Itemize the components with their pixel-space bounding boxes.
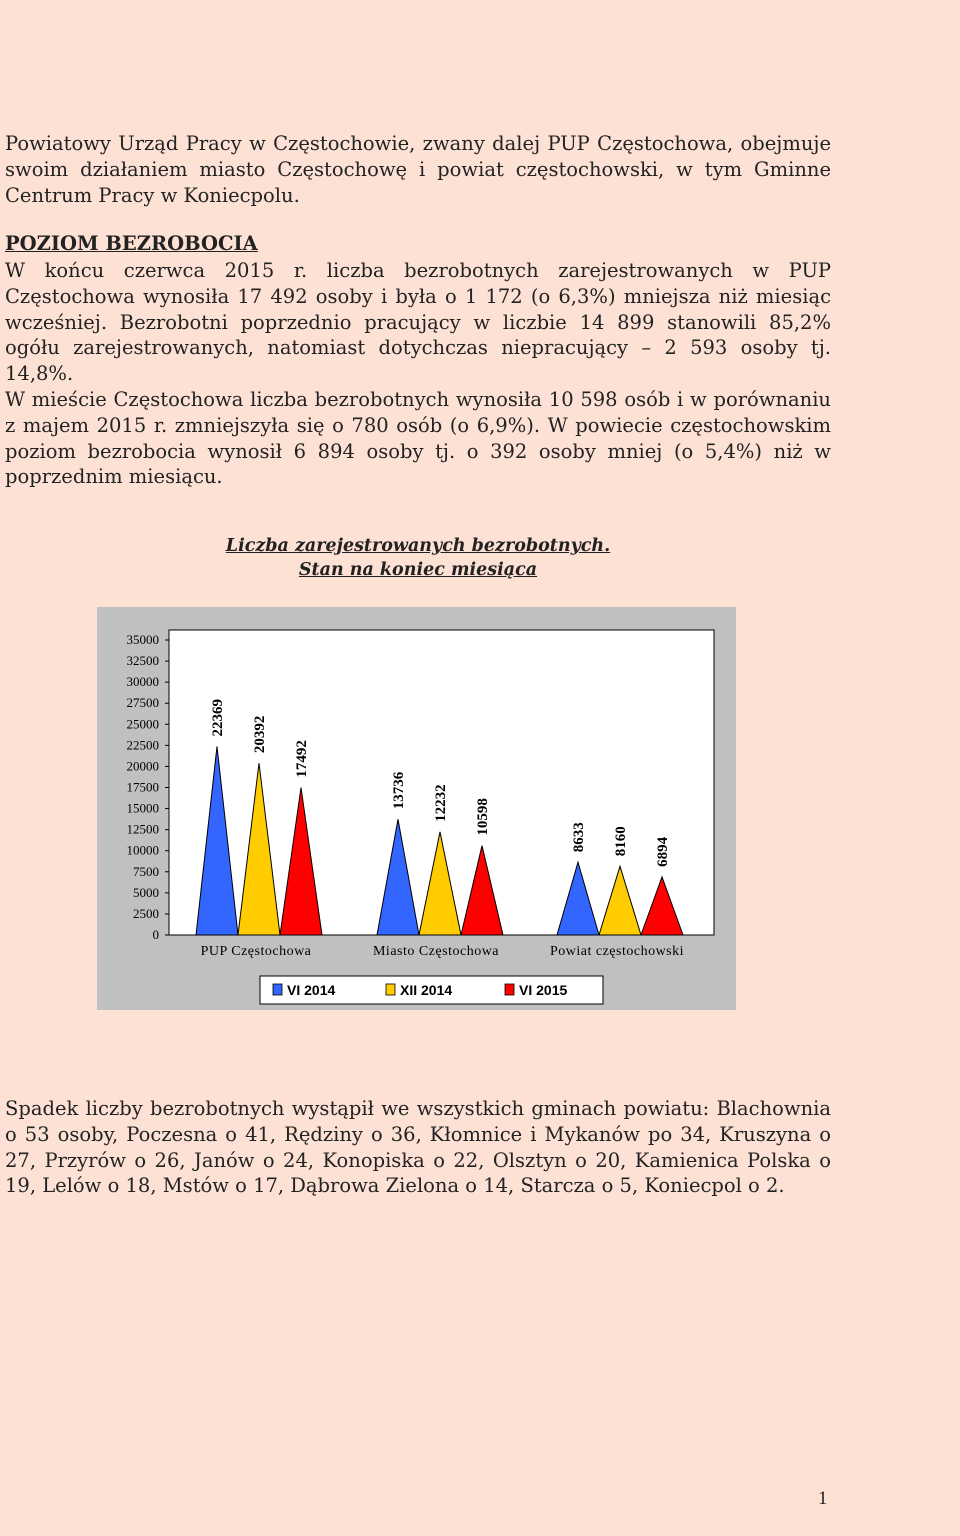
category-label: PUP Częstochowa [200,944,312,959]
y-tick-label: 5000 [133,884,159,900]
data-label: 10598 [475,798,491,836]
unemployment-paragraph-2: W mieście Częstochowa liczba bezrobotnych wynosiła 10 598 osób i w porównaniu z majem 2015 r. zmniejszyła się o 780 osób (o 6,9%). W powiecie częstochowskim poziom bezrobocia wynosił 6 894 osoby tj. o 392 osoby mniej (o 5,4%) niż w poprzednim miesiącu. [5,388,831,489]
data-label: 12232 [433,784,449,822]
y-tick-label: 32500 [126,653,159,669]
intro-paragraph: Powiatowy Urząd Pracy w Częstochowie, zwany dalej PUP Częstochowa, obejmuje swoim działaniem miasto Częstochowę i powiat częstochowski, w tym Gminne Centrum Pracy w Koniecpolu. [5,132,831,207]
y-tick-label: 0 [152,927,159,942]
legend-label: VI 2014 [287,982,336,998]
section-heading: POZIOM BEZROBOCIA [5,232,258,255]
data-label: 8160 [613,826,629,857]
category-label: Miasto Częstochowa [372,944,500,959]
y-tick-label: 2500 [133,905,159,921]
closing-paragraph: Spadek liczby bezrobotnych wystąpił we wszystkich gminach powiatu: Blachownia o 53 osoby, Poczesna o 41, Rędziny o 36, Kłomnice i Mykanów po 34, Kruszyna o 27, Przyrów o 26, Janów o 24, Konopiska o 22, Olsztyn o 20, Kamienica Polska o 19, Lelów o 18, Mstów o 17, Dąbrowa Zielona o 14, Starcza o 5, Koniecpol o 2. [5,1097,831,1198]
y-tick-label: 27500 [126,695,159,711]
data-label: 17492 [294,740,310,778]
y-tick-label: 30000 [126,674,159,690]
y-tick-label: 22500 [126,737,159,753]
chart-svg [97,607,736,1010]
y-tick-label: 20000 [126,758,159,774]
y-tick-label: 15000 [126,800,159,816]
y-tick-label: 35000 [126,632,159,647]
legend-label: XII 2014 [400,982,453,998]
page-number: 1 [818,1488,828,1509]
y-tick-label: 10000 [126,842,159,858]
legend-swatch [505,984,514,995]
category-label: Powiat częstochowski [549,944,685,959]
y-tick-label: 17500 [126,779,159,795]
data-label: 20392 [252,715,268,754]
legend-swatch [273,984,282,995]
chart-title-line1: Liczba zarejestrowanych bezrobotnych. [225,536,611,556]
y-tick-label: 25000 [126,716,159,732]
data-label: 13736 [391,771,407,810]
chart-title-line2: Stan na koniec miesiąca [298,560,538,580]
data-label: 6894 [655,836,671,867]
data-label: 8633 [571,822,587,853]
unemployment-paragraph-1: W końcu czerwca 2015 r. liczba bezrobotnych zarejestrowanych w PUP Częstochowa wynosiła 17 492 osoby i była o 1 172 (o 6,3%) mniejsza niż miesiąc wcześniej. Bezrobotni poprzednio pracujący w liczbie 14 899 stanowili 85,2% ogółu zarejestrowanych, natomiast dotychczas niepracujący – 2 593 osoby tj. 14,8%. [5,259,831,386]
unemployment-chart [97,607,736,1010]
data-label: 22369 [210,698,226,737]
legend-swatch [386,984,395,995]
y-tick-label: 7500 [133,863,159,879]
legend-label: VI 2015 [519,982,568,998]
y-tick-label: 12500 [126,821,159,837]
